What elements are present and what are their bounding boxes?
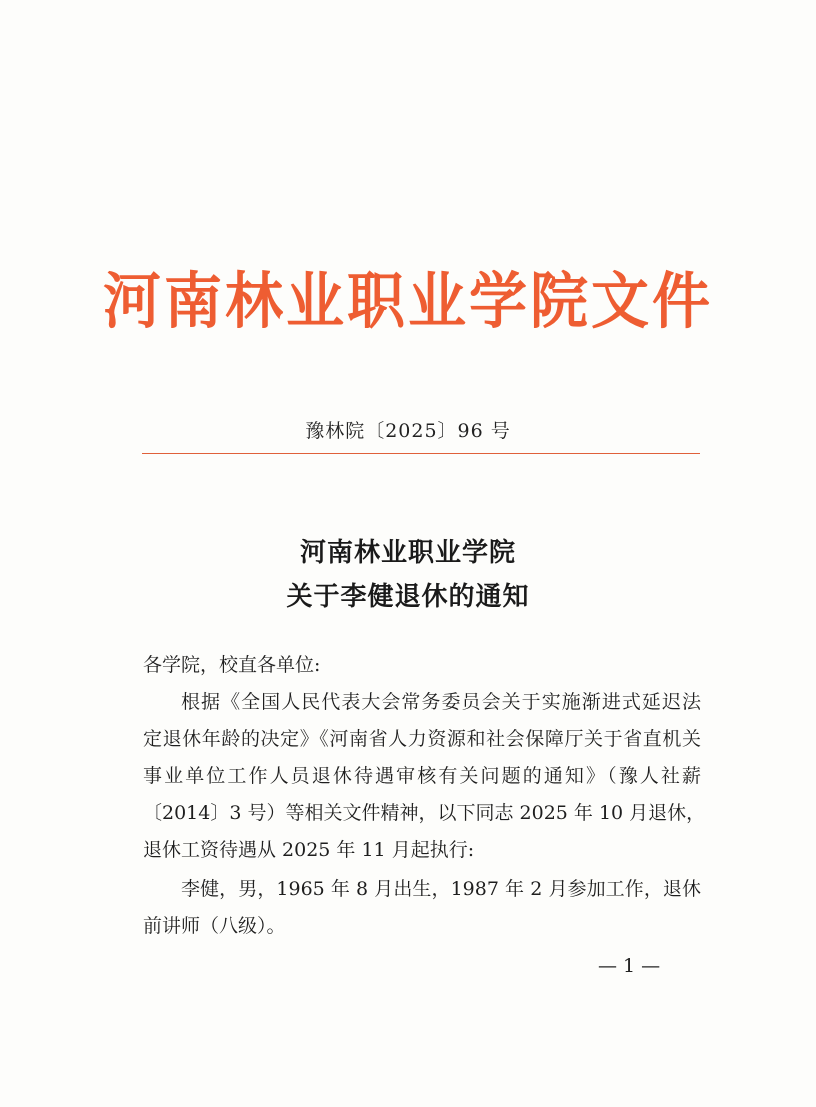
red-divider-line	[142, 453, 700, 454]
paragraph2-line-2: 前讲师（八级）。	[143, 915, 286, 937]
page-number: — 1 —	[598, 955, 661, 977]
document-number: 豫林院〔2025〕96 号	[305, 420, 511, 442]
paragraph2-line-1: 李健，男，1965 年 8 月出生，1987 年 2 月参加工作，退休	[181, 878, 701, 900]
paragraph1-line-1: 根据《全国人民代表大会常务委员会关于实施渐进式延迟法	[181, 691, 701, 713]
salutation: 各学院，校直各单位:	[143, 654, 321, 676]
paragraph1-line-4: 〔2014〕3 号）等相关文件精神，以下同志 2025 年 10 月退休，	[143, 802, 706, 824]
paragraph1-line-3: 事业单位工作人员退休待遇审核有关问题的通知》（豫人社薪	[143, 765, 701, 787]
notice-title-line-2: 关于李健退休的通知	[286, 582, 530, 612]
paragraph1-line-2: 定退休年龄的决定》《河南省人力资源和社会保障厅关于省直机关	[143, 728, 701, 750]
notice-title-line-1: 河南林业职业学院	[299, 538, 516, 568]
paragraph1-line-5: 退休工资待遇从 2025 年 11 月起执行:	[143, 839, 475, 861]
masthead-title: 河南林业职业学院文件	[102, 265, 713, 337]
